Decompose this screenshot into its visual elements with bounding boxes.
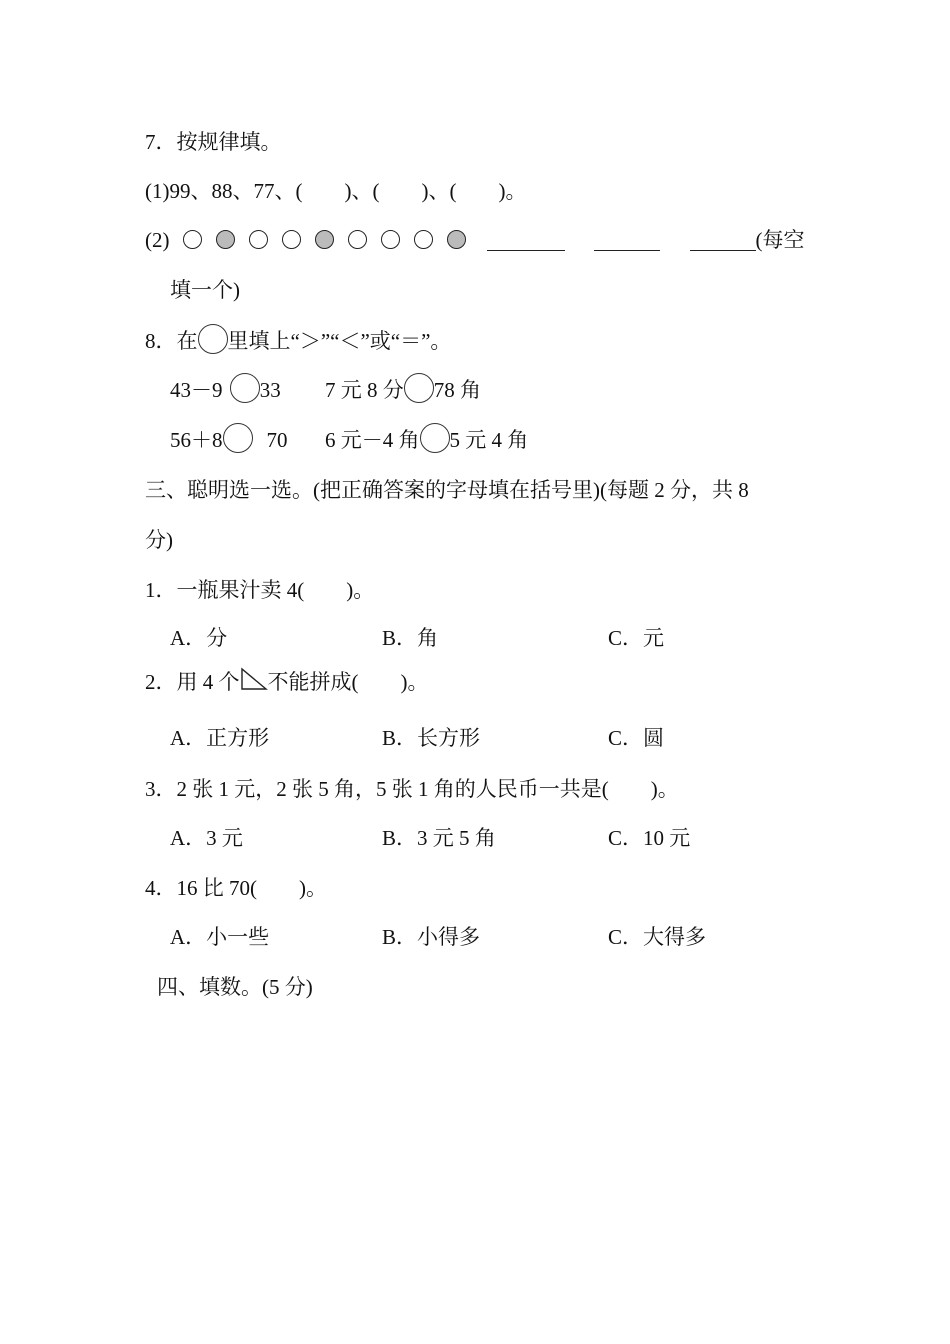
question-1-option-a[interactable]: A．分: [170, 626, 228, 650]
question-2-option-a[interactable]: A．正方形: [170, 726, 270, 750]
compare-item-4: [325, 423, 528, 454]
section3-heading: 三、聪明选一选。(把正确答案的字母填在括号里)(每题 2 分，共 8: [145, 478, 749, 502]
q8-title: [145, 324, 451, 355]
filled-circle-icon: [447, 230, 466, 249]
question-2-stem-suffix: 不能拼成( )。: [267, 670, 429, 694]
compare-item-2: [325, 373, 481, 404]
section4-heading: 四、填数。(5 分): [157, 975, 313, 999]
compare-item-3: [170, 423, 288, 454]
question-4-option-b[interactable]: B．小得多: [382, 925, 481, 949]
circle-sequence: [183, 226, 480, 254]
compare-circle-4[interactable]: [420, 423, 450, 453]
compare-left: 7 元 8 分: [325, 378, 404, 402]
compare-left: 56＋8: [170, 428, 223, 452]
compare-right: 78 角: [433, 378, 481, 402]
compare-circle-1[interactable]: [230, 373, 260, 403]
right-triangle-icon: [240, 667, 268, 691]
q7-part2: [145, 226, 805, 254]
question-1-stem: 1．一瓶果汁卖 4( )。: [145, 578, 375, 602]
question-3-stem: 3．2 张 1 元，2 张 5 角，5 张 1 角的人民币一共是( )。: [145, 777, 679, 801]
question-1-option-c[interactable]: C．元: [608, 626, 665, 650]
compare-right: 70: [266, 428, 288, 452]
question-3-option-b[interactable]: B．3 元 5 角: [382, 826, 496, 850]
q7-title: 7．按规律填。: [145, 130, 282, 154]
answer-blank-2[interactable]: [594, 228, 660, 251]
empty-circle-icon: [183, 230, 202, 249]
question-3-option-a[interactable]: A．3 元: [170, 826, 243, 850]
answer-blank-3[interactable]: [690, 228, 756, 251]
compare-circle-2[interactable]: [404, 373, 434, 403]
compare-circle-3[interactable]: [223, 423, 253, 453]
question-4-option-a[interactable]: A．小一些: [170, 925, 270, 949]
question-1-option-b[interactable]: B．角: [382, 626, 439, 650]
answer-blank-1[interactable]: [487, 228, 565, 251]
q7-part2-label: (2): [145, 228, 170, 252]
filled-circle-icon: [216, 230, 235, 249]
empty-circle-icon: [348, 230, 367, 249]
section3-heading-cont: 分): [145, 528, 173, 552]
compare-right: 33: [259, 378, 281, 402]
empty-circle-icon: [414, 230, 433, 249]
question-2-option-b[interactable]: B．长方形: [382, 726, 481, 750]
q7-part2-cont: 填一个): [170, 278, 240, 302]
compare-right: 5 元 4 角: [449, 428, 529, 452]
compare-left: 6 元－4 角: [325, 428, 420, 452]
filled-circle-icon: [315, 230, 334, 249]
empty-circle-icon: [381, 230, 400, 249]
q8-suffix: 里填上“＞”“＜”或“＝”。: [227, 329, 452, 353]
empty-circle-icon: [249, 230, 268, 249]
question-2-option-c[interactable]: C．圆: [608, 726, 665, 750]
circle-icon: [198, 324, 228, 354]
q7-part1: (1)99、88、77、( )、( )、( )。: [145, 179, 527, 203]
question-2-stem-prefix: 2．用 4 个: [145, 670, 240, 694]
question-4-stem: 4．16 比 70( )。: [145, 876, 327, 900]
compare-left: 43－9: [170, 378, 223, 402]
q8-prefix: 8．在: [145, 329, 198, 353]
empty-circle-icon: [282, 230, 301, 249]
question-4-option-c[interactable]: C．大得多: [608, 925, 707, 949]
question-3-option-c[interactable]: C．10 元: [608, 826, 691, 850]
q7-part2-suffix: (每空: [755, 228, 805, 252]
question-2-stem: [145, 667, 429, 696]
compare-item-1: [170, 373, 281, 404]
